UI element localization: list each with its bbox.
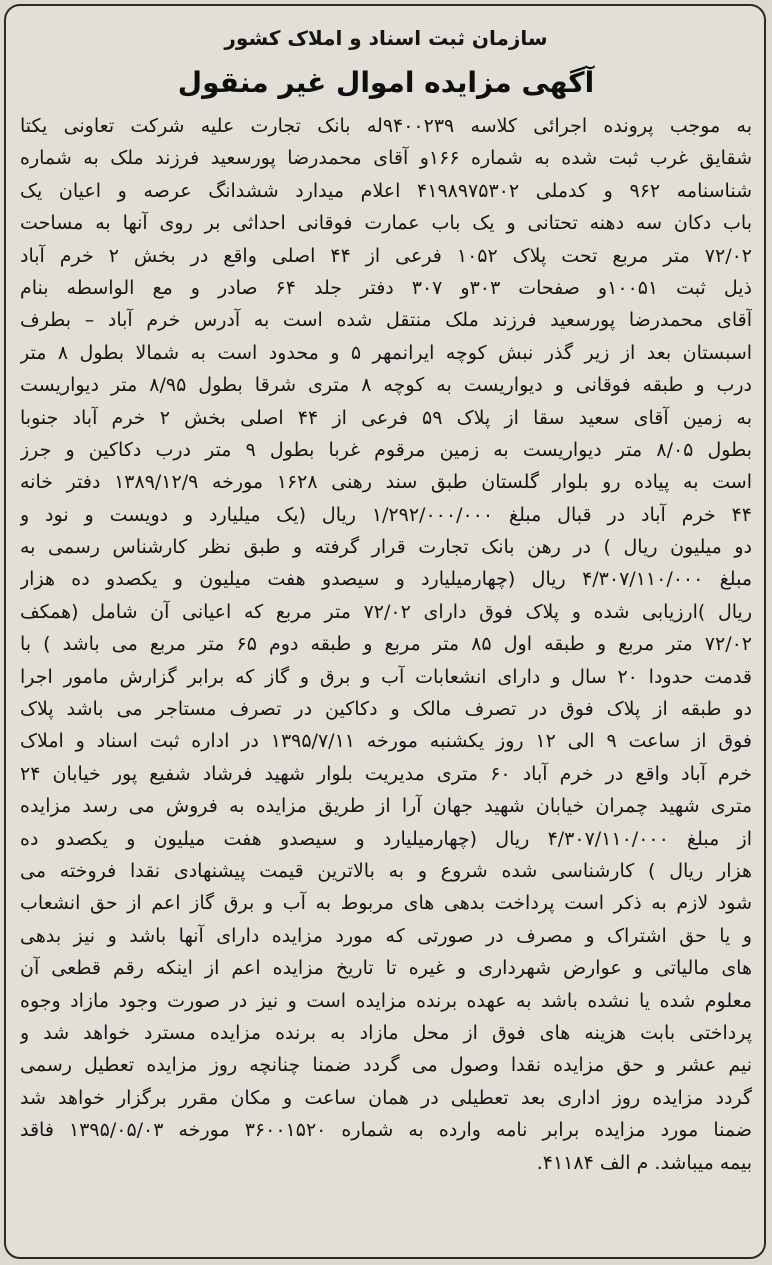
notice-line: پرداختی بابت هزینه های فوق از محل مازاد به برنده مزایده مسترد خواهد شد و (20, 1021, 752, 1044)
notice-title: آگهی مزایده اموال غیر منقول (177, 66, 595, 99)
notice-line: خرم آباد واقع در خرم آباد ۶۰ متری مدیریت بلوار شهید فرشاد شفیع پور خیابان ۲۴ (20, 762, 752, 785)
notice-line: مبلغ ۴/۳۰۷/۱۱۰/۰۰۰ ریال (چهارمیلیارد و سیصدو هفت میلیون و یکصدو ده هزار (20, 568, 752, 591)
notice-line: دو میلیون ریال ) در رهن بانک تجارت قرار گرفته و طبق نظر کارشناس رسمی به (20, 536, 752, 559)
notice-line: گردد مزایده روز اداری بعد تعطیلی در همان ساعت و مکان مقرر برگزار خواهد شد (20, 1086, 752, 1109)
notice-line: قدمت حدودا ۲۰ سال و دارای انشعابات آب و برق و گاز که برابر گزارش مامور اجرا (20, 665, 752, 688)
notice-line: شود لازم به ذکر است پرداخت بدهی های مربوط به آب و برق گاز اعم از حق انشعاب (20, 892, 752, 915)
notice-line: ۴۴ خرم آباد در قبال مبلغ ۱/۲۹۲/۰۰۰/۰۰۰ ریال (یک میلیارد و دویست و نود و (20, 503, 752, 526)
notice-line: شناسنامه ۹۶۲ و کدملی ۴۱۹۸۹۷۵۳۰۲ اعلام میدارد ششدانگ عرصه و اعیان یک (20, 179, 752, 202)
notice-line: نیم عشر و حق مزایده نقدا وصول می گردد ضمنا چنانچه روز مزایده تعطیل رسمی (20, 1054, 752, 1077)
notice-line: است به پیاده رو بلوار گلستان طبق سند رهنی ۱۶۲۸ مورخه ۱۳۸۹/۱۲/۹ دفتر خانه (20, 471, 752, 494)
notice-line: ضمنا مورد مزایده برابر نامه وارده به شماره ۳۶۰۰۱۵۲۰ مورخه ۱۳۹۵/۰۵/۰۳ فاقد (20, 1119, 752, 1142)
notice-line: فوق از ساعت ۹ الی ۱۲ روز یکشنبه مورخه ۱۳۹۵/۷/۱۱ در اداره ثبت اسناد و املاک (20, 730, 752, 753)
notice-line: شقایق غرب ثبت شده به شماره ۱۶۶و آقای محمدرضا پورسعید فرزند ملک به شماره (20, 147, 752, 170)
notice-line: از مبلغ ۴/۳۰۷/۱۱۰/۰۰۰ ریال (چهارمیلیارد و سیصدو هفت میلیون و یکصدو ده (20, 827, 752, 850)
notice-line: معلوم شده یا نشده باشد به عهده برنده مزایده است و نیز در صورت وجود مازاد وجوه (20, 989, 752, 1012)
notice-line: باب دکان سه دهنه تحتانی و یک باب عمارت فوقانی احداثی بر روی آنها به مساحت (20, 212, 752, 235)
notice-line: ذیل ثبت ۱۰۰۵۱و صفحات ۳۰۳و ۳۰۷ دفتر جلد ۶۴ صادر و مع الواسطه بنام (20, 276, 752, 299)
notice-line: درب و طبقه فوقانی و دیواریست به کوچه ۸ متری شرقا بطول ۸/۹۵ متر دیواریست (20, 374, 752, 397)
notice-line: آقای محمدرضا پورسعید فرزند ملک منتقل شده است به آدرس خرم آباد – بطرف (20, 309, 752, 332)
notice-line: بطول ۸/۰۵ متر دیواریست به زمین مرقوم غربا بطول ۹ متر درب دکاکین و جرز (20, 438, 752, 461)
notice-line: ۷۲/۰۲ متر مربع تحت پلاک ۱۰۵۲ فرعی از ۴۴ اصلی واقع در بخش ۲ خرم آباد (20, 244, 752, 267)
notice-line: هزار ریال ) کارشناسی شده شروع و به بالاترین قیمت پیشنهادی نقدا فروخته می (20, 859, 752, 882)
organization-name: سازمان ثبت اسناد و املاک کشور (224, 26, 548, 50)
notice-line: به موجب پرونده اجرائی کلاسه ۹۴۰۰۲۳۹له بانک تجارت علیه شرکت تعاونی یکتا (20, 115, 752, 137)
notice-line: ۷۲/۰۲ متر مربع و طبقه اول ۸۵ متر مربع و طبقه دوم ۶۵ متر مربع می باشد ) با (20, 633, 752, 656)
notice-line: به زمین آقای سعید سقا از پلاک ۵۹ فرعی از ۴۴ اصلی بخش ۲ خرم آباد جنوبا (20, 406, 752, 429)
notice-line: اسبستان بعد از زیر گذر نبش کوچه ایرانمهر ۵ و محدود است به شمالا بطول ۸ متر (20, 341, 752, 364)
notice-line: های مالیاتی و عوارض شهرداری و غیره تا تاریخ مزایده اعم از اینکه رقم قطعی آن (20, 957, 752, 980)
notice-line: بیمه میباشد. م الف ۴۱۱۸۴. (536, 1151, 752, 1174)
notice-line: متری شهید چمران خیابان شهید جهان آرا از طریق مزایده به فروش می رسد مزایده (20, 795, 752, 818)
notice-body (20, 110, 752, 1179)
notice-line: و یا حق اشتراک و مصرف در صورتی که مورد مزایده دارای آنها باشد و نیز بدهی (20, 924, 752, 947)
notice-line: ریال )ارزیابی شده و پلاک فوق دارای ۷۲/۰۲ متر مربع که اعیانی آن شامل (همکف (20, 600, 752, 623)
notice-line: دو طبقه از پلاک فوق در تصرف مالک و دکاکین در تصرف مستاجر می باشد پلاک (20, 698, 752, 721)
